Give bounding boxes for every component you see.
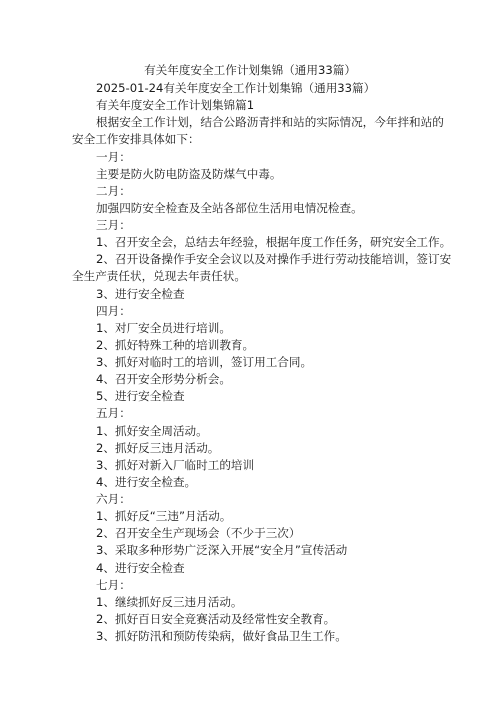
list-item: 2、抓好百日安全竞赛活动及经常性安全教育。 [96, 612, 336, 626]
list-item: 2、召开设备操作手安全会议以及对操作手进行劳动技能培训，签订安 [96, 252, 452, 266]
document-title: 有关年度安全工作计划集锦（通用33篇） [144, 63, 356, 77]
list-item: 2、抓好特殊工种的培训教育。 [96, 338, 255, 352]
list-item: 4、进行安全检查。 [96, 475, 197, 489]
month-label-jan: 一月： [96, 150, 131, 164]
list-item: 1、继续抓好反三违月活动。 [96, 595, 243, 609]
list-item: 3、抓好对新入厂临时工的培训 [96, 458, 255, 472]
list-item: 全生产责任状，兑现去年责任状。 [72, 269, 246, 283]
month-label-jun: 六月： [96, 492, 131, 506]
list-item: 5、进行安全检查 [96, 389, 185, 403]
list-item: 3、进行安全检查 [96, 287, 185, 301]
list-item: 加强四防安全检查及全站各部位生活用电情况检查。 [96, 201, 363, 215]
list-item: 2、抓好反三违月活动。 [96, 441, 220, 455]
intro-line: 安全工作安排具体如下： [72, 132, 200, 146]
list-item: 4、召开安全形势分析会。 [96, 372, 231, 386]
list-item: 1、抓好反“三违”月活动。 [96, 509, 232, 523]
section-heading: 有关年度安全工作计划集锦篇1 [96, 98, 255, 112]
list-item: 3、抓好对临时工的培训，签订用工合同。 [96, 355, 313, 369]
list-item: 3、抓好防汛和预防传染病，做好食品卫生工作。 [96, 629, 347, 643]
list-item: 2、召开安全生产现场会（不少于三次） [96, 526, 301, 540]
intro-line: 根据安全工作计划，结合公路沥青拌和站的实际情况，今年拌和站的 [96, 115, 444, 129]
date-line: 2025-01-24有关年度安全工作计划集锦（通用33篇） [96, 81, 376, 95]
list-item: 主要是防火防电防盗及防煤气中毒。 [96, 167, 282, 181]
list-item: 1、召开安全会，总结去年经验，根据年度工作任务，研究安全工作。 [96, 235, 452, 249]
month-label-may: 五月： [96, 406, 131, 420]
list-item: 1、对厂安全员进行培训。 [96, 321, 231, 335]
month-label-jul: 七月： [96, 578, 131, 592]
month-label-mar: 三月： [96, 218, 131, 232]
month-label-feb: 二月： [96, 184, 131, 198]
list-item: 3、采取多种形势广泛深入开展“安全月”宣传活动 [96, 543, 348, 557]
month-label-apr: 四月： [96, 304, 131, 318]
list-item: 1、抓好安全周活动。 [96, 424, 208, 438]
list-item: 4、进行安全检查 [96, 561, 185, 575]
